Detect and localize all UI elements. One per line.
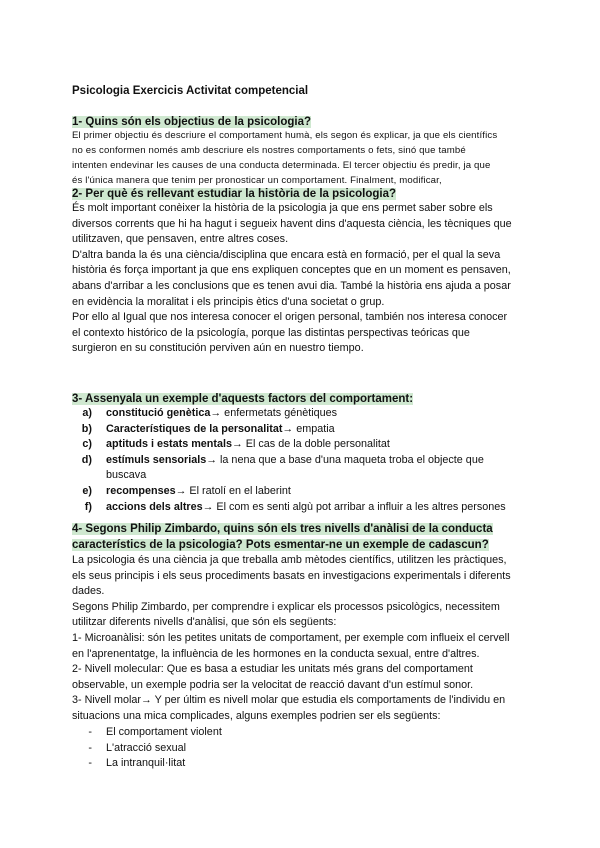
- list-marker: a): [82, 407, 92, 419]
- answer-line: D'altra banda la és una ciència/disciplina que encara està en formació, per el qual la seva: [72, 248, 501, 261]
- arrow-icon: →: [210, 407, 222, 419]
- factor-term: constitució genètica: [106, 407, 211, 419]
- answer-line: 1- Microanàlisi: són les petites unitats de comportament, per exemple com influeix el cervell: [72, 631, 510, 644]
- bullet-marker: -: [88, 741, 92, 754]
- answer-line: dades.: [72, 585, 105, 598]
- question-4-answer: [72, 553, 534, 725]
- answer-line: el contexto histórico de la psicología, porque las distintas perspectivas teóricas que: [72, 326, 470, 339]
- list-item: [72, 453, 542, 469]
- bullet-marker: -: [88, 757, 92, 770]
- answer-line: La psicologia és una ciència ja que treballa amb mètodes científics, utilitzen les pràctiques,: [72, 554, 507, 566]
- answer-line: utilitzaven, que pensaven, entre altres coses.: [72, 233, 289, 246]
- list-item: [72, 406, 542, 422]
- answer-line: Por ello al Igual que nos interesa conocer el origen personal, también nos interesa conocer: [72, 311, 508, 324]
- answer-line: història és força important ja que ens expliquen conceptes que en un moment es pensaven,: [72, 264, 511, 277]
- bullet-text: La intranquil·litat: [106, 757, 186, 770]
- bullet-text: El comportament violent: [106, 726, 222, 738]
- bullet-marker: -: [88, 726, 92, 738]
- list-marker: e): [82, 484, 92, 497]
- list-marker: c): [82, 438, 92, 451]
- bullet-text: L'atracció sexual: [106, 741, 187, 754]
- bullet-item: [72, 725, 542, 741]
- list-item-continuation: [72, 468, 542, 484]
- list-marker: d): [81, 453, 92, 466]
- answer-line: observable, un exemple podria ser la velocitat de reacció davant d'un estímul sonor.: [72, 678, 474, 691]
- answer-line: diversos corrents que hi ha hagut i segueix havent dins d'aquesta ciència, les tècniques que: [72, 217, 512, 230]
- list-marker: b): [81, 422, 92, 435]
- document-title: Psicologia Exercicis Activitat competencial: [72, 85, 309, 97]
- answer-line: El primer objectiu és descriure el comportament humà, els segon és explicar, ja que els científics: [72, 130, 498, 141]
- list-item: [72, 484, 542, 500]
- answer-line: situacions una mica complicades, alguns exemples podrien ser els següents:: [72, 709, 441, 722]
- factor-example: El ratolí en el laberint: [186, 484, 291, 497]
- bullet-item: [72, 756, 542, 772]
- answer-line: no es conformen només amb descriure els nostres comportaments o fets, sinó que també: [72, 145, 466, 156]
- factor-example: la nena que a base d'una maqueta troba el objecte que: [217, 453, 484, 466]
- factor-term: Característiques de la personalitat: [106, 422, 283, 435]
- arrow-icon: →: [206, 453, 218, 466]
- answer-line: Segons Philip Zimbardo, per comprendre i explicar els processos psicològics, necessitem: [72, 600, 500, 613]
- answer-line: en evidència la moralitat i els principis ètics d'una societat o grup.: [72, 295, 385, 308]
- answer-line: utilitzar diferents nivells d'anàlisi, que són els següents:: [72, 616, 337, 629]
- arrow-icon: →: [175, 484, 187, 497]
- factor-example: buscava: [106, 469, 147, 482]
- factor-example: empatia: [293, 422, 335, 435]
- question-1-heading: 1- Quins són els objectius de la psicologia?: [72, 116, 311, 128]
- answer-line: és l'única manera que tenim per pronosticar un comportament. Finalment, modificar,: [72, 175, 442, 186]
- question-3-list: [72, 406, 542, 515]
- factor-term: accions dels altres: [106, 500, 203, 513]
- list-marker: [72, 468, 106, 484]
- question-3-heading: 3- Assenyala un exemple d'aquests factors del comportament:: [72, 393, 414, 405]
- factor-term: estímuls sensorials: [106, 453, 207, 466]
- factor-example: enfermetats génètiques: [221, 407, 338, 419]
- factor-example: El com es senti algù pot arribar a influir a les altres persones: [213, 500, 506, 513]
- answer-line: 3- Nivell molar→ Y per últim es nivell molar que estudia els comportaments de l'individu en: [72, 694, 506, 707]
- answer-line: abans d'arribar a les conclusions que es tenen avui dia. També la història ens ajuda a posar: [72, 279, 511, 292]
- list-marker: f): [84, 500, 92, 513]
- factor-term: aptituds i estats mentals: [106, 438, 232, 451]
- factor-term: recompenses: [106, 484, 176, 497]
- arrow-icon: →: [202, 500, 214, 513]
- question-4-heading: 4- Segons Philip Zimbardo, quins són els tres nivells d'anàlisi de la conducta característics de la psicologia? Pots esmentar-ne un exemple de cadascun?: [72, 523, 493, 551]
- answer-line: surgieron en su constitución perviven aún en nuestro tiempo.: [72, 342, 364, 355]
- list-item: [72, 437, 542, 453]
- question-4-bullets: [72, 725, 542, 772]
- question-1-answer: [72, 128, 542, 188]
- answer-line: intenten endevinar les causes de una conducta determinada. El tercer objectiu és predir, ja que: [72, 160, 491, 171]
- list-item: [72, 422, 542, 438]
- arrow-icon: →: [232, 438, 243, 451]
- bullet-item: [72, 741, 542, 757]
- answer-line: en l'aprenentatge, la influència de les hormones en la conducta sexual, entre d'altres.: [72, 647, 480, 660]
- list-item: [72, 500, 542, 516]
- arrow-icon: →: [282, 422, 294, 435]
- factor-example: El cas de la doble personalitat: [242, 438, 390, 451]
- answer-line: els seus principis i els seus procediments basats en investigacions experimentals i diferents: [72, 569, 511, 582]
- answer-line: 2- Nivell molecular: Que es basa a estudiar les unitats més grans del comportament: [72, 663, 473, 676]
- question-2-heading: 2- Per què és rellevant estudiar la història de la psicologia?: [72, 188, 397, 200]
- question-2-answer: [72, 201, 534, 357]
- answer-line: És molt important conèixer la història de la psicologia ja que ens permet saber sobre els: [72, 202, 493, 214]
